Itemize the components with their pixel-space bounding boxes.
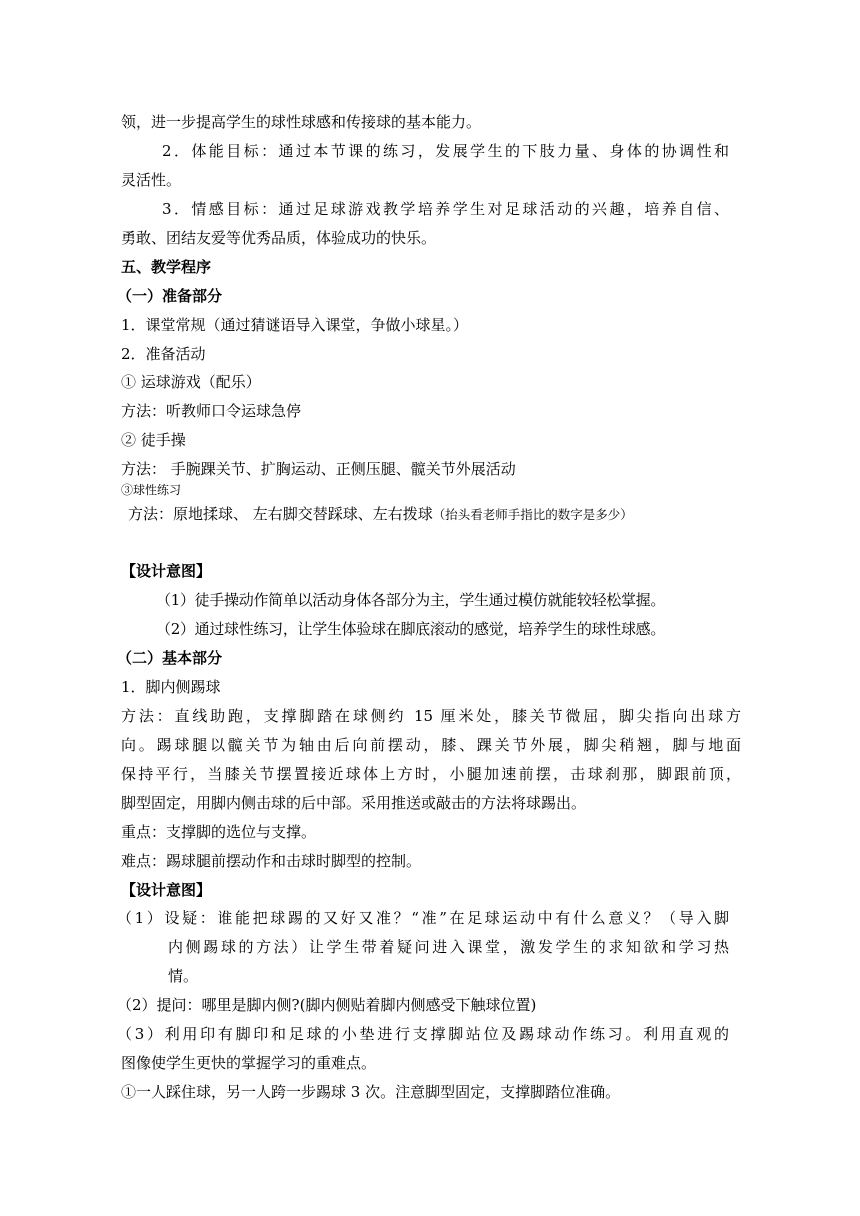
- section-heading: 五、教学程序: [121, 258, 212, 276]
- text-line: 2．准备活动: [121, 345, 206, 363]
- subsection-heading: （二）基本部分: [117, 649, 223, 667]
- text-line: ② 徒手操: [121, 431, 186, 449]
- text-line-main: 方法：原地揉球、 左右脚交替踩球、左右拨球: [128, 505, 433, 523]
- text-line: 方法：直线助跑，支撑脚踏在球侧约 15 厘米处，膝关节微屈，脚尖指向出球方: [121, 707, 741, 725]
- text-line: 保持平行，当膝关节摆置接近球体上方时，小腿加速前摆，击球刹那，脚跟前顶，: [121, 765, 741, 783]
- text-line: （2）通过球性练习，让学生体验球在脚底滚动的感觉，培养学生的球性球感。: [156, 620, 666, 638]
- text-line: ① 运球游戏（配乐）: [121, 373, 261, 391]
- text-line: 3．情感目标：通过足球游戏教学培养学生对足球活动的兴趣，培养自信、: [162, 200, 729, 218]
- text-line: ③球性练习: [121, 483, 182, 497]
- text-line: [128, 504, 740, 525]
- text-line: 1．课堂常规（通过猜谜语导入课堂，争做小球星。）: [121, 316, 469, 334]
- text-line: 灵活性。: [121, 171, 182, 189]
- text-line: 图像使学生更快的掌握学习的重难点。: [121, 1054, 377, 1072]
- text-line: 勇敢、团结友爱等优秀品质，体验成功的快乐。: [121, 229, 437, 247]
- text-line-note: （抬头看老师手指比的数字是多少）: [432, 507, 633, 522]
- text-line: 重点：支撑脚的选位与支撑。: [121, 823, 317, 841]
- text-line: 方法：听教师口令运球急停: [121, 402, 302, 420]
- text-line: （2）提问：哪里是脚内侧?(脚内侧贴着脚内侧感受下触球位置): [117, 996, 537, 1014]
- design-intent-heading: 【设计意图】: [121, 562, 212, 580]
- text-line: （1）设疑：谁能把球踢的又好又准？“准”在足球运动中有什么意义？（导入脚: [117, 909, 729, 927]
- text-line: ①一人踩住球，另一人跨一步踢球 3 次。注意脚型固定，支撑脚踏位准确。: [121, 1083, 621, 1101]
- text-line: 难点：踢球腿前摆动作和击球时脚型的控制。: [121, 852, 422, 870]
- text-line: 内侧踢球的方法）让学生带着疑问进入课堂，激发学生的求知欲和学习热: [168, 938, 729, 956]
- text-line: 2．体能目标：通过本节课的练习，发展学生的下肢力量、身体的协调性和: [162, 142, 729, 160]
- subsection-heading: （一）准备部分: [117, 287, 223, 305]
- text-line: 1．脚内侧踢球: [121, 678, 221, 696]
- text-line: 情。: [168, 967, 199, 985]
- text-line: 领，进一步提高学生的球性球感和传接球的基本能力。: [121, 113, 482, 131]
- text-line: （1）徒手操动作简单以活动身体各部分为主，学生通过模仿就能较轻松掌握。: [156, 591, 666, 609]
- text-line: 脚型固定，用脚内侧击球的后中部。采用推送或敲击的方法将球踢出。: [121, 794, 587, 812]
- text-line: 方法： 手腕踝关节、扩胸运动、正侧压腿、髋关节外展活动: [121, 460, 516, 478]
- design-intent-heading: 【设计意图】: [121, 881, 212, 899]
- text-line: （3）利用印有脚印和足球的小垫进行支撑脚站位及踢球动作练习。利用直观的: [117, 1025, 729, 1043]
- text-line: 向。踢球腿以髋关节为轴由后向前摆动，膝、踝关节外展，脚尖稍翘，脚与地面: [121, 736, 741, 754]
